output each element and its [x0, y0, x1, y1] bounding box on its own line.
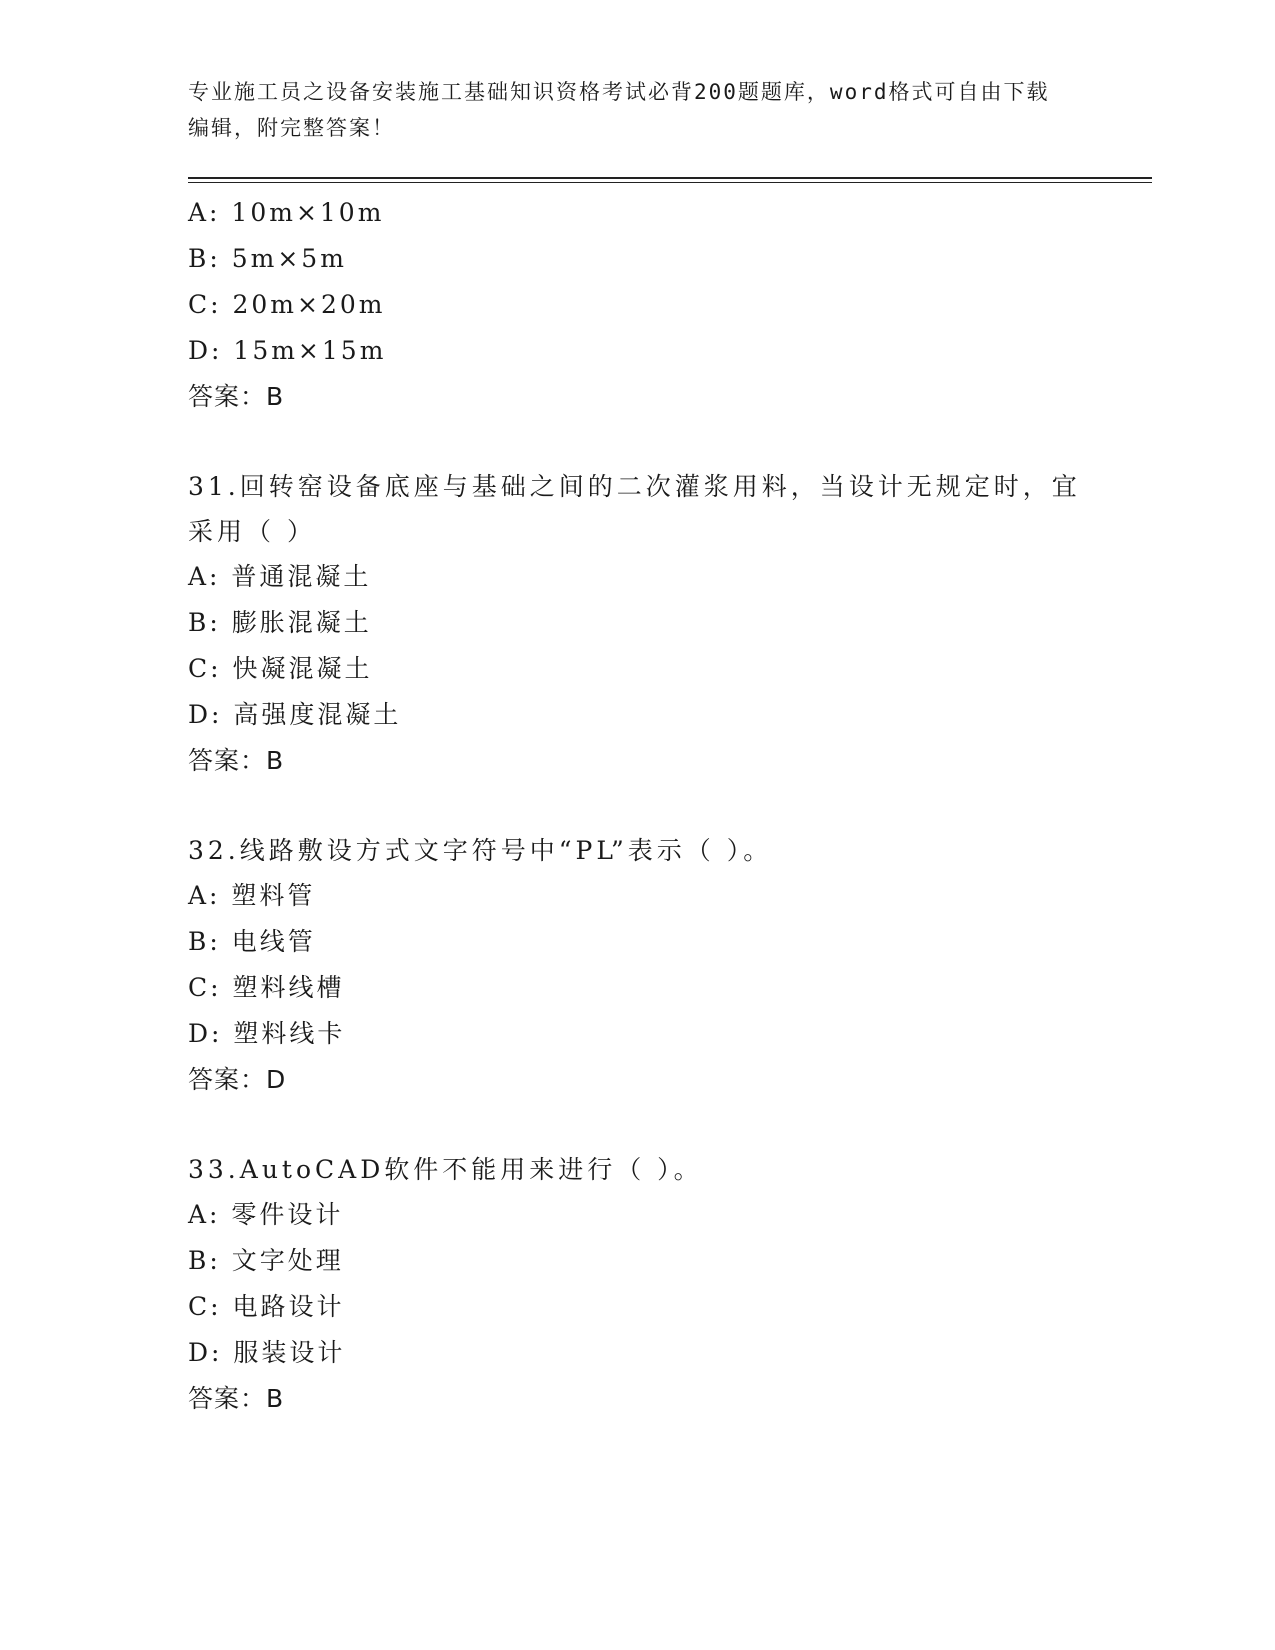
- header-divider-thin: [188, 182, 1152, 183]
- option-b: B: 电线管: [188, 927, 316, 956]
- option-d: D: 服装设计: [188, 1338, 346, 1367]
- option-c: C: 电路设计: [188, 1292, 345, 1321]
- option-d: D: 塑料线卡: [188, 1019, 346, 1048]
- option-a: A: 普通混凝土: [188, 562, 372, 591]
- answer-line: 答案：B: [188, 382, 285, 411]
- option-b: B: 膨胀混凝土: [188, 608, 372, 637]
- answer-line: 答案：D: [188, 1065, 287, 1094]
- question-block-32: [188, 828, 1088, 1103]
- question-text: 31.回转窑设备底座与基础之间的二次灌浆用料，当设计无规定时，宜采用（ ）: [188, 472, 1081, 546]
- answer-line: 答案：B: [188, 746, 285, 775]
- question-text: 32.线路敷设方式文字符号中“PL”表示（ ）。: [188, 836, 773, 865]
- option-c: C: 20m×20m: [188, 290, 386, 319]
- option-c: C: 快凝混凝土: [188, 654, 373, 683]
- page-header: 专业施工员之设备安装施工基础知识资格考试必背200题题库，word格式可自由下载编辑，附完整答案！: [188, 80, 1050, 140]
- answer-line: 答案：B: [188, 1384, 285, 1413]
- option-b: B: 5m×5m: [188, 244, 347, 273]
- option-b: B: 文字处理: [188, 1246, 344, 1275]
- option-d: D: 15m×15m: [188, 336, 387, 365]
- question-block-31: [188, 464, 1088, 784]
- question-text: 33.AutoCAD软件不能用来进行（ ）。: [188, 1155, 703, 1184]
- option-a: A: 10m×10m: [188, 198, 385, 227]
- prev-question-block: [188, 190, 1088, 420]
- option-a: A: 塑料管: [188, 881, 316, 910]
- question-list: [188, 190, 1088, 1422]
- question-block-33: [188, 1147, 1088, 1422]
- header-divider-thick: [188, 177, 1152, 179]
- option-a: A: 零件设计: [188, 1200, 344, 1229]
- option-d: D: 高强度混凝土: [188, 700, 402, 729]
- option-c: C: 塑料线槽: [188, 973, 345, 1002]
